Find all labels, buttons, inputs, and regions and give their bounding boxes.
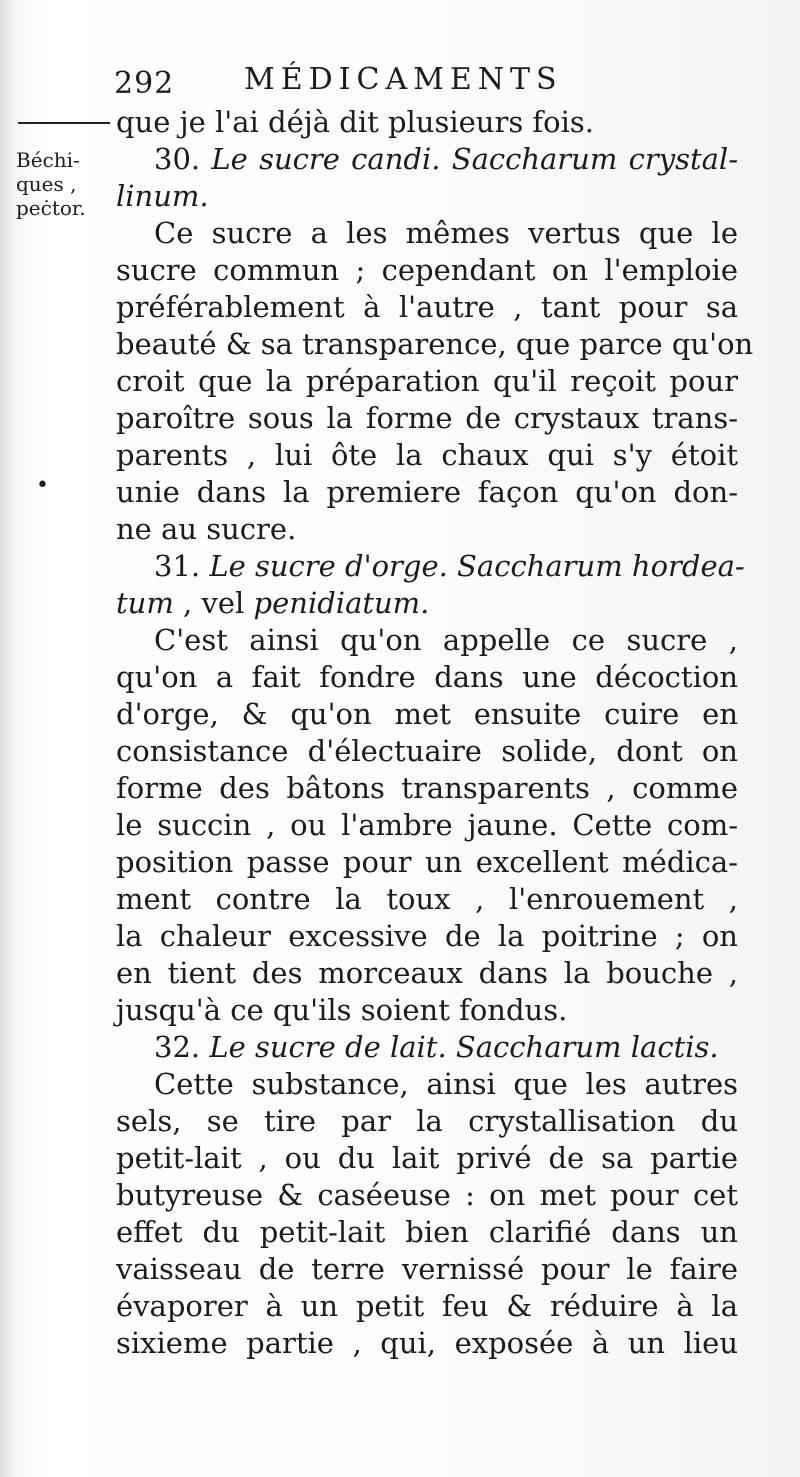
section-heading-31: 31. Le sucre d'orge. Saccharum hordea-: [154, 549, 745, 583]
text-line: consistance d'électuaire solide, dont on: [116, 734, 738, 768]
margin-note-line: ques ,: [16, 172, 77, 196]
text-line: d'orge, & qu'on met ensuite cuire en: [116, 697, 738, 731]
text-line: petit-lait , ou du lait privé de sa partie: [116, 1141, 738, 1175]
text-line: croit que la préparation qu'il reçoit pour: [116, 364, 738, 398]
running-title: MÉDICAMENTS: [244, 62, 563, 97]
text-line: beauté & sa transparence, que parce qu'on: [116, 327, 754, 361]
text-line: C'est ainsi qu'on appelle ce sucre ,: [154, 623, 738, 657]
text-line: sels, se tire par la crystallisation du: [116, 1104, 738, 1138]
text-line: forme des bâtons transparents , comme: [116, 771, 738, 805]
text-line: Cette substance, ainsi que les autres: [154, 1067, 738, 1101]
text-line: qu'on a fait fondre dans une décoction: [116, 660, 738, 694]
body-text: [116, 104, 754, 1362]
text-line: sucre commun ; cependant on l'emploie: [116, 253, 738, 287]
margin-bullet: •: [36, 473, 49, 498]
text-line: position passe pour un excellent médica-: [116, 845, 738, 879]
text-line: linum.: [116, 179, 209, 213]
text-line: évaporer à un petit feu & réduire à la: [116, 1289, 738, 1323]
margin-note-line: Béchi-: [16, 148, 80, 172]
text-line: tum , vel penidiatum.: [116, 586, 430, 620]
text-line: la chaleur excessive de la poitrine ; on: [116, 919, 738, 953]
text-line: paroître sous la forme de crystaux trans-: [116, 401, 738, 435]
text-line: ne au sucre.: [116, 512, 297, 546]
margin-rule: [18, 122, 110, 124]
text-line: vaisseau de terre vernissé pour le faire: [116, 1252, 738, 1286]
text-line: Ce sucre a les mêmes vertus que le: [154, 216, 738, 250]
text-line: préférablement à l'autre , tant pour sa: [116, 290, 738, 324]
page-edge-shadow: [0, 0, 14, 1477]
text-line: que je l'ai déjà dit plusieurs fois.: [116, 105, 595, 139]
section-heading-32: 32. Le sucre de lait. Saccharum lactis.: [154, 1030, 719, 1064]
margin-note-line: peċtor.: [16, 196, 86, 220]
section-heading-30: 30. Le sucre candi. Saccharum crystal-: [154, 142, 738, 176]
text-line: butyreuse & caséeuse : on met pour cet: [116, 1178, 738, 1212]
text-line: ment contre la toux , l'enrouement ,: [116, 882, 738, 916]
text-line: unie dans la premiere façon qu'on don-: [116, 475, 738, 509]
text-line: le succin , ou l'ambre jaune. Cette com-: [116, 808, 738, 842]
margin-note: [16, 148, 116, 220]
text-line: jusqu'à ce qu'ils soient fondus.: [116, 993, 568, 1027]
page-number: 292: [114, 66, 175, 101]
text-line: effet du petit-lait bien clarifié dans un: [116, 1215, 738, 1249]
text-line: sixieme partie , qui, exposée à un lieu: [116, 1326, 738, 1360]
text-line: parents , lui ôte la chaux qui s'y étoit: [116, 438, 738, 472]
text-line: en tient des morceaux dans la bouche ,: [116, 956, 738, 990]
